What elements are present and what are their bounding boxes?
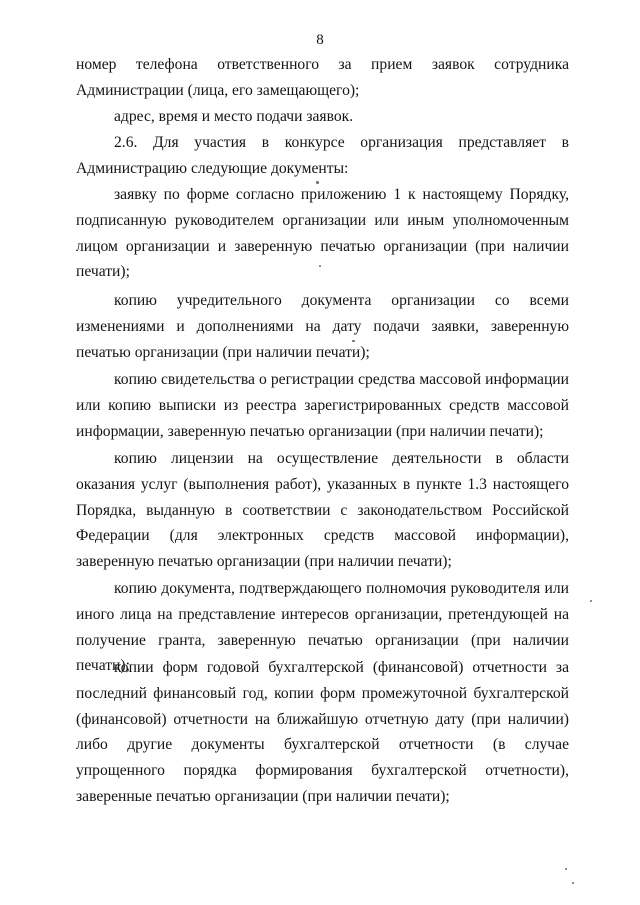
paragraph-financial-statements: копии форм годовой бухгалтерской (финансовой) отчетности за последний финансовый год, копии форм промежуточной бухгалтерской (финансовой) отчетности на ближайшую отчетную дату (при наличии) либо другие документы бухгалтерской отчетности (в случае упрощенного порядка формирования бухгалтерской отчетности), заверенные печатью организации (при наличии печати); <box>76 659 569 805</box>
scan-speck <box>319 265 321 267</box>
scan-speck <box>565 868 567 870</box>
page-number: 8 <box>316 32 324 48</box>
paragraph-section-2-6: 2.6. Для участия в конкурсе организация представляет в Администрацию следующие документы: <box>76 134 569 177</box>
scan-speck <box>352 340 355 342</box>
paragraph-address-time: адрес, время и место подачи заявок. <box>114 108 354 125</box>
paragraph-authority-document: копию документа, подтверждающего полномочия руководителя или иного лица на представление интересов организации, претендующей на получение гранта, заверенную печатью организации (при наличии печати); <box>76 580 569 675</box>
scan-speck <box>316 181 319 184</box>
paragraph-phone-number: номер телефона ответственного за прием заявок сотрудника Администрации (лица, его замещающего); <box>76 56 569 99</box>
paragraph-license-copy: копию лицензии на осуществление деятельности в области оказания услуг (выполнения работ), указанных в пункте 1.3 настоящего Порядка, выданную в соответствии с законодательством Российской Федерации (для электронных средств массовой информации), заверенную печатью организации (при наличии печати); <box>76 450 569 571</box>
paragraph-application-form: заявку по форме согласно приложению 1 к настоящему Порядку, подписанную руководителем организации или иным уполномоченным лицом организации и заверенную печатью организации (при наличии печати); <box>76 186 569 281</box>
scan-speck <box>572 882 574 884</box>
paragraph-founding-document: копию учредительного документа организации со всеми изменениями и дополнениями на дату подачи заявки, заверенную печатью организации (при наличии печати); <box>76 292 569 361</box>
paragraph-media-registration: копию свидетельства о регистрации средства массовой информации или копию выписки из реестра зарегистрированных средств массовой информации, заверенную печатью организации (при наличии печати); <box>76 371 569 440</box>
scan-speck <box>590 600 592 602</box>
